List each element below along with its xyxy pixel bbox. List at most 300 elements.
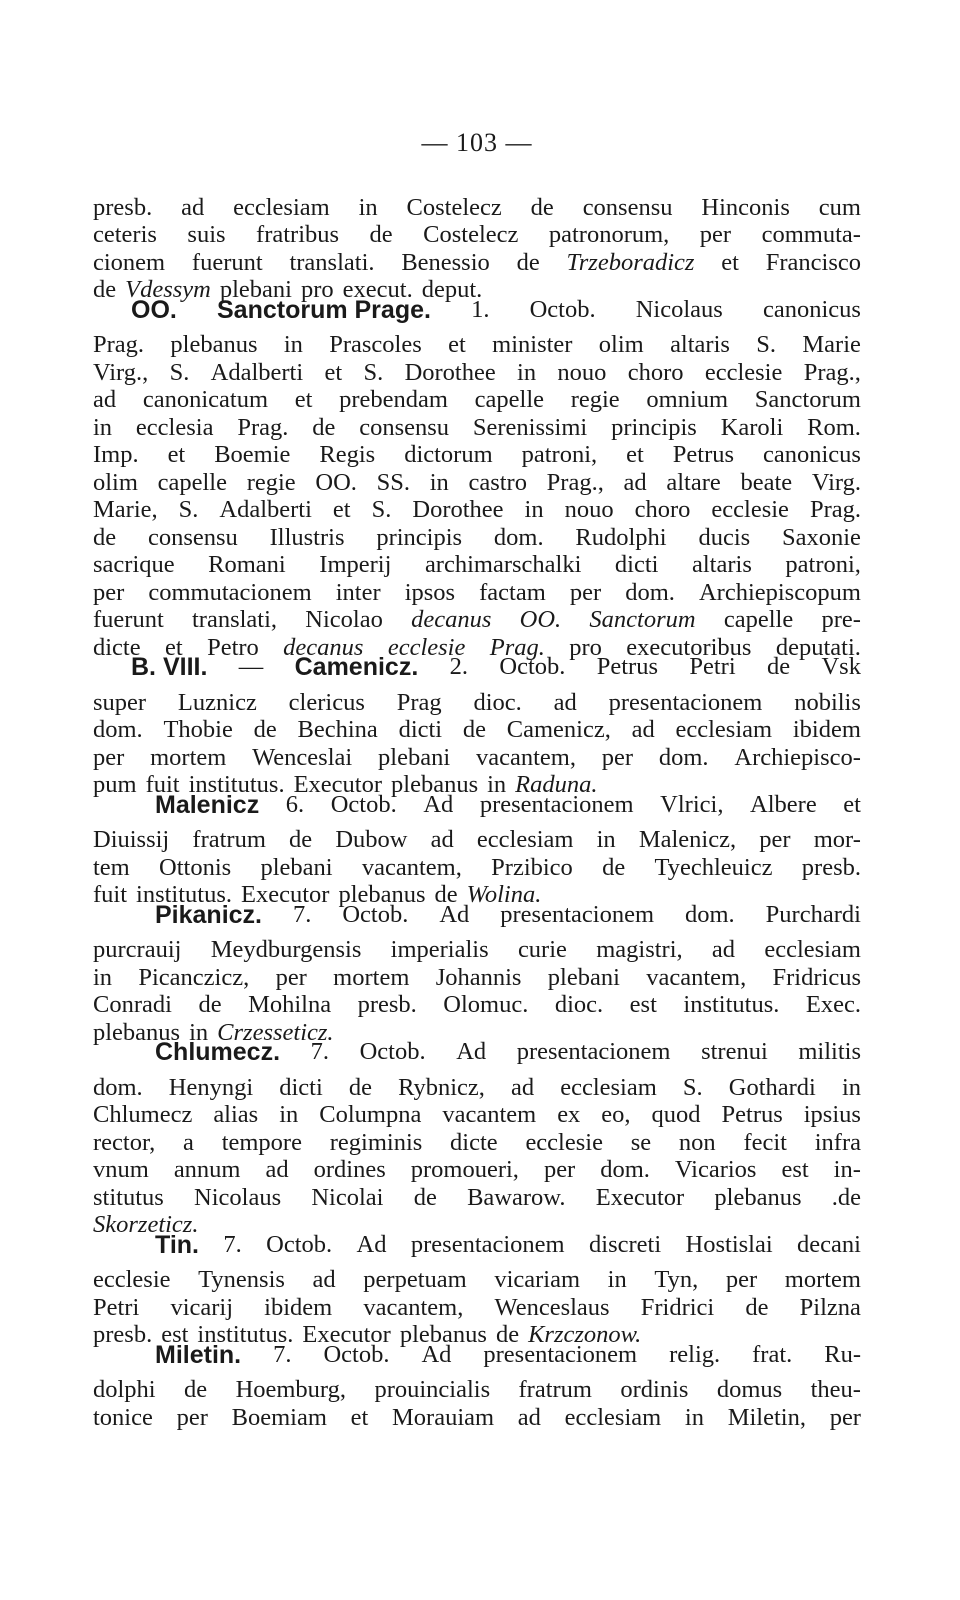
word: S. bbox=[169, 359, 190, 386]
word: Executor bbox=[595, 1184, 685, 1211]
word: dicti bbox=[614, 551, 659, 578]
word: Francisco bbox=[765, 249, 861, 276]
word: fratribus bbox=[256, 221, 340, 248]
word: pro bbox=[300, 276, 334, 303]
word: Pilzna bbox=[799, 1294, 861, 1321]
word: pre- bbox=[821, 606, 861, 633]
word: Picanczicz, bbox=[138, 964, 250, 991]
word: frat. bbox=[752, 1341, 793, 1368]
word: plebani bbox=[378, 744, 451, 771]
word: de bbox=[530, 194, 554, 221]
text-line bbox=[93, 414, 861, 442]
text-line bbox=[93, 1341, 861, 1369]
word: ecclesiam bbox=[233, 194, 330, 221]
word: Dorothee bbox=[412, 496, 504, 523]
word: de bbox=[348, 1074, 373, 1101]
word: mortem bbox=[784, 1266, 861, 1293]
word: theu- bbox=[810, 1376, 861, 1403]
word: purcrauij bbox=[93, 936, 182, 963]
word: Octob. bbox=[342, 901, 409, 928]
word: Executor bbox=[241, 881, 330, 908]
word: ordines bbox=[313, 1156, 386, 1183]
word: OO. bbox=[315, 469, 357, 496]
word: ad bbox=[631, 716, 655, 743]
word: Saxonie bbox=[782, 524, 861, 551]
word: Executor bbox=[293, 771, 383, 798]
word: plebanus bbox=[93, 1019, 181, 1046]
word: OO. bbox=[519, 606, 562, 633]
word: Bawarow. bbox=[467, 1184, 566, 1211]
word: Olomuc. bbox=[443, 991, 529, 1018]
word: canonicus bbox=[763, 441, 861, 468]
word: vnum bbox=[93, 1156, 149, 1183]
word: Hostislai bbox=[685, 1231, 773, 1258]
word: Hoemburg, bbox=[235, 1376, 347, 1403]
word: in bbox=[189, 1019, 209, 1046]
word: de bbox=[93, 276, 117, 303]
word: commuta- bbox=[761, 221, 861, 248]
text-line bbox=[93, 359, 861, 387]
word: Meydburgensis bbox=[210, 936, 362, 963]
word: ad bbox=[517, 1404, 541, 1431]
word: de bbox=[434, 881, 458, 908]
word: Ru- bbox=[824, 1341, 861, 1368]
word: Romani bbox=[208, 551, 286, 578]
word: Serenissimi bbox=[472, 414, 588, 441]
word: ad bbox=[711, 936, 736, 963]
word: presb. bbox=[357, 991, 417, 1018]
word: clericus bbox=[288, 689, 365, 716]
word: Wenceslai bbox=[252, 744, 353, 771]
word: est bbox=[629, 991, 657, 1018]
word: Adalberti bbox=[219, 496, 312, 523]
text-line bbox=[93, 249, 861, 277]
word: cum bbox=[818, 194, 861, 221]
word: Benessio bbox=[401, 249, 490, 276]
word: mor- bbox=[813, 826, 861, 853]
heading-word: B. VIII. bbox=[131, 653, 208, 681]
word: regie bbox=[246, 469, 296, 496]
word: Octob. bbox=[529, 296, 596, 323]
word: de bbox=[516, 249, 540, 276]
word: Archiepisco- bbox=[734, 744, 861, 771]
word: Rybnicz, bbox=[398, 1074, 485, 1101]
word: Dorothee bbox=[404, 359, 496, 386]
word: cionem bbox=[93, 249, 166, 276]
word: Petrus bbox=[596, 653, 658, 680]
word: presentacionem bbox=[483, 1341, 638, 1368]
word: olim bbox=[598, 331, 644, 358]
word: nobilis bbox=[794, 689, 861, 716]
word: Petrus bbox=[721, 1101, 783, 1128]
word: se bbox=[630, 1129, 652, 1156]
word: per bbox=[275, 964, 307, 991]
word: non bbox=[678, 1129, 716, 1156]
word: in bbox=[517, 359, 537, 386]
word: Virg. bbox=[811, 469, 861, 496]
word: patroni, bbox=[521, 441, 598, 468]
word: canonicatum bbox=[142, 386, 268, 413]
text-line bbox=[93, 744, 861, 772]
text-line bbox=[93, 551, 861, 579]
word: Luznicz bbox=[177, 689, 257, 716]
word: factam bbox=[479, 579, 546, 606]
word: Boemie bbox=[214, 441, 291, 468]
word: 2. bbox=[449, 653, 469, 680]
word: tempore bbox=[221, 1129, 302, 1156]
word: Krzczonow. bbox=[528, 1321, 642, 1348]
word: plebani bbox=[547, 964, 620, 991]
word: ex bbox=[557, 1101, 581, 1128]
word: Chlumecz bbox=[93, 1101, 193, 1128]
word: Octob. bbox=[323, 1341, 390, 1368]
text-line bbox=[93, 854, 861, 882]
word: Sanctorum bbox=[754, 386, 861, 413]
word: deputati. bbox=[775, 634, 861, 661]
word: Gothardi bbox=[728, 1074, 816, 1101]
word: fratrum bbox=[518, 1376, 592, 1403]
word: de bbox=[184, 1376, 208, 1403]
text-line bbox=[93, 1266, 861, 1294]
word: Camenicz, bbox=[506, 716, 611, 743]
word: Raduna. bbox=[515, 771, 598, 798]
word: institutus. bbox=[683, 991, 780, 1018]
heading-word: Tin. bbox=[155, 1231, 199, 1259]
text-line bbox=[93, 1101, 861, 1129]
word: Fridrici bbox=[640, 1294, 715, 1321]
word: Bechina bbox=[297, 716, 378, 743]
word: nouo bbox=[564, 496, 614, 523]
word: est bbox=[781, 1156, 809, 1183]
word: Ottonis bbox=[159, 854, 232, 881]
word: quod bbox=[651, 1101, 701, 1128]
word: domus bbox=[716, 1376, 783, 1403]
word: Miletin, bbox=[727, 1404, 806, 1431]
word: in bbox=[487, 771, 507, 798]
word: fuit bbox=[93, 881, 128, 908]
word: prebendam bbox=[339, 386, 448, 413]
text-line bbox=[93, 579, 861, 607]
word: de bbox=[253, 716, 277, 743]
word: Prag. bbox=[237, 414, 289, 441]
word: ecclesie bbox=[93, 1266, 171, 1293]
word: in bbox=[596, 826, 616, 853]
word: dom. bbox=[658, 744, 709, 771]
word: nouo bbox=[557, 359, 607, 386]
word: principis bbox=[611, 414, 697, 441]
word: plebani bbox=[219, 276, 292, 303]
word: 7. bbox=[310, 1038, 329, 1065]
word: altaris bbox=[692, 551, 752, 578]
word: presb. bbox=[93, 194, 153, 221]
word: ecclesie bbox=[711, 496, 789, 523]
word: 7. bbox=[273, 1341, 292, 1368]
word: Nicolaus bbox=[194, 1184, 282, 1211]
word: castro bbox=[468, 469, 527, 496]
word: Petri bbox=[93, 1294, 140, 1321]
word: Johannis bbox=[435, 964, 522, 991]
word: consensu bbox=[359, 414, 450, 441]
heading-word: OO. bbox=[131, 296, 177, 324]
word: Ad bbox=[456, 1038, 487, 1065]
word: vacantem, bbox=[363, 1294, 464, 1321]
word: fuerunt bbox=[93, 606, 164, 633]
heading-word: Chlumecz. bbox=[155, 1038, 281, 1066]
word: presentacionem bbox=[479, 791, 634, 818]
heading-word: Malenicz bbox=[155, 791, 260, 819]
word: in bbox=[358, 194, 378, 221]
word: Ad bbox=[439, 901, 470, 928]
word: per bbox=[93, 579, 125, 606]
word: Executor bbox=[302, 1321, 391, 1348]
word: principis bbox=[376, 524, 463, 551]
word: per bbox=[759, 826, 791, 853]
word: Vicarios bbox=[674, 1156, 757, 1183]
word: Thobie bbox=[163, 716, 233, 743]
word: choro bbox=[627, 359, 684, 386]
word: ad bbox=[511, 1074, 535, 1101]
word: Rom. bbox=[807, 414, 861, 441]
text-line bbox=[93, 194, 861, 222]
word: Rudolphi bbox=[575, 524, 667, 551]
word: Hinconis bbox=[701, 194, 790, 221]
word: Tynensis bbox=[198, 1266, 285, 1293]
word: promoueri, bbox=[410, 1156, 519, 1183]
word: de bbox=[369, 221, 393, 248]
word: presentacionem bbox=[500, 901, 655, 928]
word: inter bbox=[335, 579, 381, 606]
word: choro bbox=[634, 496, 691, 523]
word: per bbox=[93, 744, 125, 771]
word: executoribus bbox=[626, 634, 752, 661]
word: Octob. bbox=[499, 653, 566, 680]
text-line bbox=[93, 689, 861, 717]
word: de bbox=[289, 826, 313, 853]
word: dioc. bbox=[473, 689, 522, 716]
word: tem bbox=[93, 854, 130, 881]
word: de bbox=[413, 1184, 437, 1211]
word: Petro bbox=[207, 634, 259, 661]
word: ipsius bbox=[803, 1101, 861, 1128]
word: ad bbox=[430, 826, 454, 853]
word: per bbox=[699, 221, 732, 248]
word: S. bbox=[756, 331, 777, 358]
word: mortem bbox=[150, 744, 227, 771]
word: presb. bbox=[801, 854, 861, 881]
word: institutus. bbox=[197, 1321, 294, 1348]
word: Nicolaus bbox=[635, 296, 723, 323]
word: Prag. bbox=[809, 496, 861, 523]
word: Conradi bbox=[93, 991, 172, 1018]
word: eo, bbox=[601, 1101, 631, 1128]
word: ecclesiam bbox=[560, 1074, 657, 1101]
word: dioc. bbox=[554, 991, 604, 1018]
word: in bbox=[524, 496, 544, 523]
word: Exec. bbox=[805, 991, 861, 1018]
text-line bbox=[93, 496, 861, 524]
word: dom. bbox=[625, 579, 675, 606]
word: sacrique bbox=[93, 551, 175, 578]
word: Malenicz, bbox=[638, 826, 737, 853]
word: altare bbox=[666, 469, 721, 496]
word: Tyn, bbox=[654, 1266, 699, 1293]
word: in bbox=[279, 1101, 299, 1128]
word: Petrus bbox=[672, 441, 735, 468]
word: vacantem, bbox=[646, 964, 747, 991]
word: capelle bbox=[474, 386, 545, 413]
word: commutacionem bbox=[148, 579, 312, 606]
word: magistri, bbox=[596, 936, 683, 963]
word: annum bbox=[173, 1156, 241, 1183]
word: regiminis bbox=[329, 1129, 423, 1156]
word: presentacionem bbox=[516, 1038, 671, 1065]
word: plebanus bbox=[338, 881, 426, 908]
word: strenui bbox=[701, 1038, 768, 1065]
text-line bbox=[93, 1156, 861, 1184]
word: Purchardi bbox=[765, 901, 861, 928]
word: ecclesiam bbox=[564, 1404, 662, 1431]
word: vicariam bbox=[494, 1266, 581, 1293]
word: vicarij bbox=[170, 1294, 234, 1321]
heading-word: Camenicz. bbox=[294, 653, 419, 681]
word: presentacionem bbox=[410, 1231, 565, 1258]
word: pro bbox=[569, 634, 602, 661]
word: Boemiam bbox=[231, 1404, 327, 1431]
word: in bbox=[93, 414, 113, 441]
text-line bbox=[93, 1074, 861, 1102]
word: Octob. bbox=[330, 791, 397, 818]
word: Columpna bbox=[319, 1101, 422, 1128]
word: ecclesie bbox=[525, 1129, 603, 1156]
word: Crzesseticz. bbox=[217, 1019, 334, 1046]
word: plebanus bbox=[714, 1184, 802, 1211]
word: Imp. bbox=[93, 441, 139, 468]
word: in bbox=[93, 964, 113, 991]
text-line bbox=[93, 1038, 861, 1066]
word: de bbox=[745, 1294, 769, 1321]
text-line bbox=[93, 386, 861, 414]
word: discreti bbox=[589, 1231, 662, 1258]
word: et bbox=[165, 634, 183, 661]
word: patroni, bbox=[785, 551, 861, 578]
word: ecclesie bbox=[704, 359, 783, 386]
text-line bbox=[93, 221, 861, 249]
word: rector, bbox=[93, 1129, 156, 1156]
word: in- bbox=[833, 1156, 861, 1183]
word: S. bbox=[363, 359, 384, 386]
word: Prag., bbox=[546, 469, 604, 496]
word: ibidem bbox=[264, 1294, 333, 1321]
word: capelle bbox=[157, 469, 227, 496]
word: et bbox=[350, 1404, 369, 1431]
word: consensu bbox=[147, 524, 238, 551]
word: regie bbox=[570, 386, 620, 413]
word: SS. bbox=[376, 469, 410, 496]
word: translati. bbox=[289, 249, 375, 276]
word: dom. bbox=[93, 1074, 143, 1101]
word: olim bbox=[93, 469, 138, 496]
word: et bbox=[448, 331, 466, 358]
word: infra bbox=[814, 1129, 861, 1156]
text-line bbox=[93, 964, 861, 992]
word: Nicolao bbox=[305, 606, 383, 633]
text-line bbox=[93, 1376, 861, 1404]
word: 7. bbox=[292, 901, 312, 928]
text-line bbox=[93, 991, 861, 1019]
word: vacantem, bbox=[361, 854, 462, 881]
word: .de bbox=[831, 1184, 861, 1211]
word: Sanctorum bbox=[589, 606, 696, 633]
word: ecclesia bbox=[135, 414, 214, 441]
text-line bbox=[93, 469, 861, 497]
word: Ad bbox=[356, 1231, 387, 1258]
word: Morauiam bbox=[392, 1404, 495, 1431]
text-line bbox=[93, 826, 861, 854]
word: decani bbox=[797, 1231, 861, 1258]
word: Virg., bbox=[93, 359, 149, 386]
word: beate bbox=[740, 469, 793, 496]
word: Ad bbox=[421, 1341, 452, 1368]
text-line bbox=[93, 524, 861, 552]
word: tonice bbox=[93, 1404, 153, 1431]
word: Skorzeticz. bbox=[93, 1211, 199, 1238]
word: Nicolai bbox=[311, 1184, 384, 1211]
word: imperialis bbox=[390, 936, 489, 963]
word: omnium bbox=[646, 386, 729, 413]
text-line bbox=[93, 653, 861, 681]
word: et bbox=[332, 496, 351, 523]
word: Costelecz bbox=[406, 194, 502, 221]
word: Diuissij bbox=[93, 826, 170, 853]
word: Marie bbox=[802, 331, 861, 358]
word: de bbox=[93, 524, 117, 551]
text-line bbox=[93, 1294, 861, 1322]
word: Prascoles bbox=[329, 331, 422, 358]
heading-word: Miletin. bbox=[155, 1341, 242, 1369]
text-line bbox=[93, 606, 861, 634]
word: consensu bbox=[582, 194, 673, 221]
word: Octob. bbox=[359, 1038, 426, 1065]
word: ecclesiam bbox=[764, 936, 861, 963]
word: plebanus bbox=[170, 331, 258, 358]
word: Prag. bbox=[489, 634, 545, 661]
text-line bbox=[93, 936, 861, 964]
word: Wolina. bbox=[466, 881, 542, 908]
word: plebanus bbox=[391, 771, 479, 798]
word: Henyngi bbox=[168, 1074, 254, 1101]
word: translati, bbox=[192, 606, 278, 633]
word: minister bbox=[492, 331, 573, 358]
word: archimarschalki bbox=[424, 551, 582, 578]
word: decanus bbox=[411, 606, 492, 633]
word: pum bbox=[93, 771, 137, 798]
word: per bbox=[569, 579, 602, 606]
word: Marie, bbox=[93, 496, 158, 523]
word: altaris bbox=[670, 331, 730, 358]
heading-word: Pikanicz. bbox=[155, 901, 262, 929]
word: Adalberti bbox=[210, 359, 304, 386]
word: per bbox=[725, 1266, 758, 1293]
word: Prag. bbox=[93, 331, 145, 358]
text-line bbox=[93, 716, 861, 744]
word: de bbox=[767, 653, 791, 680]
word: ad bbox=[265, 1156, 289, 1183]
word: ad bbox=[181, 194, 205, 221]
word: ceteris bbox=[93, 221, 157, 248]
word: plebanus bbox=[399, 1321, 487, 1348]
word: et bbox=[294, 386, 313, 413]
word: Fridricus bbox=[772, 964, 861, 991]
